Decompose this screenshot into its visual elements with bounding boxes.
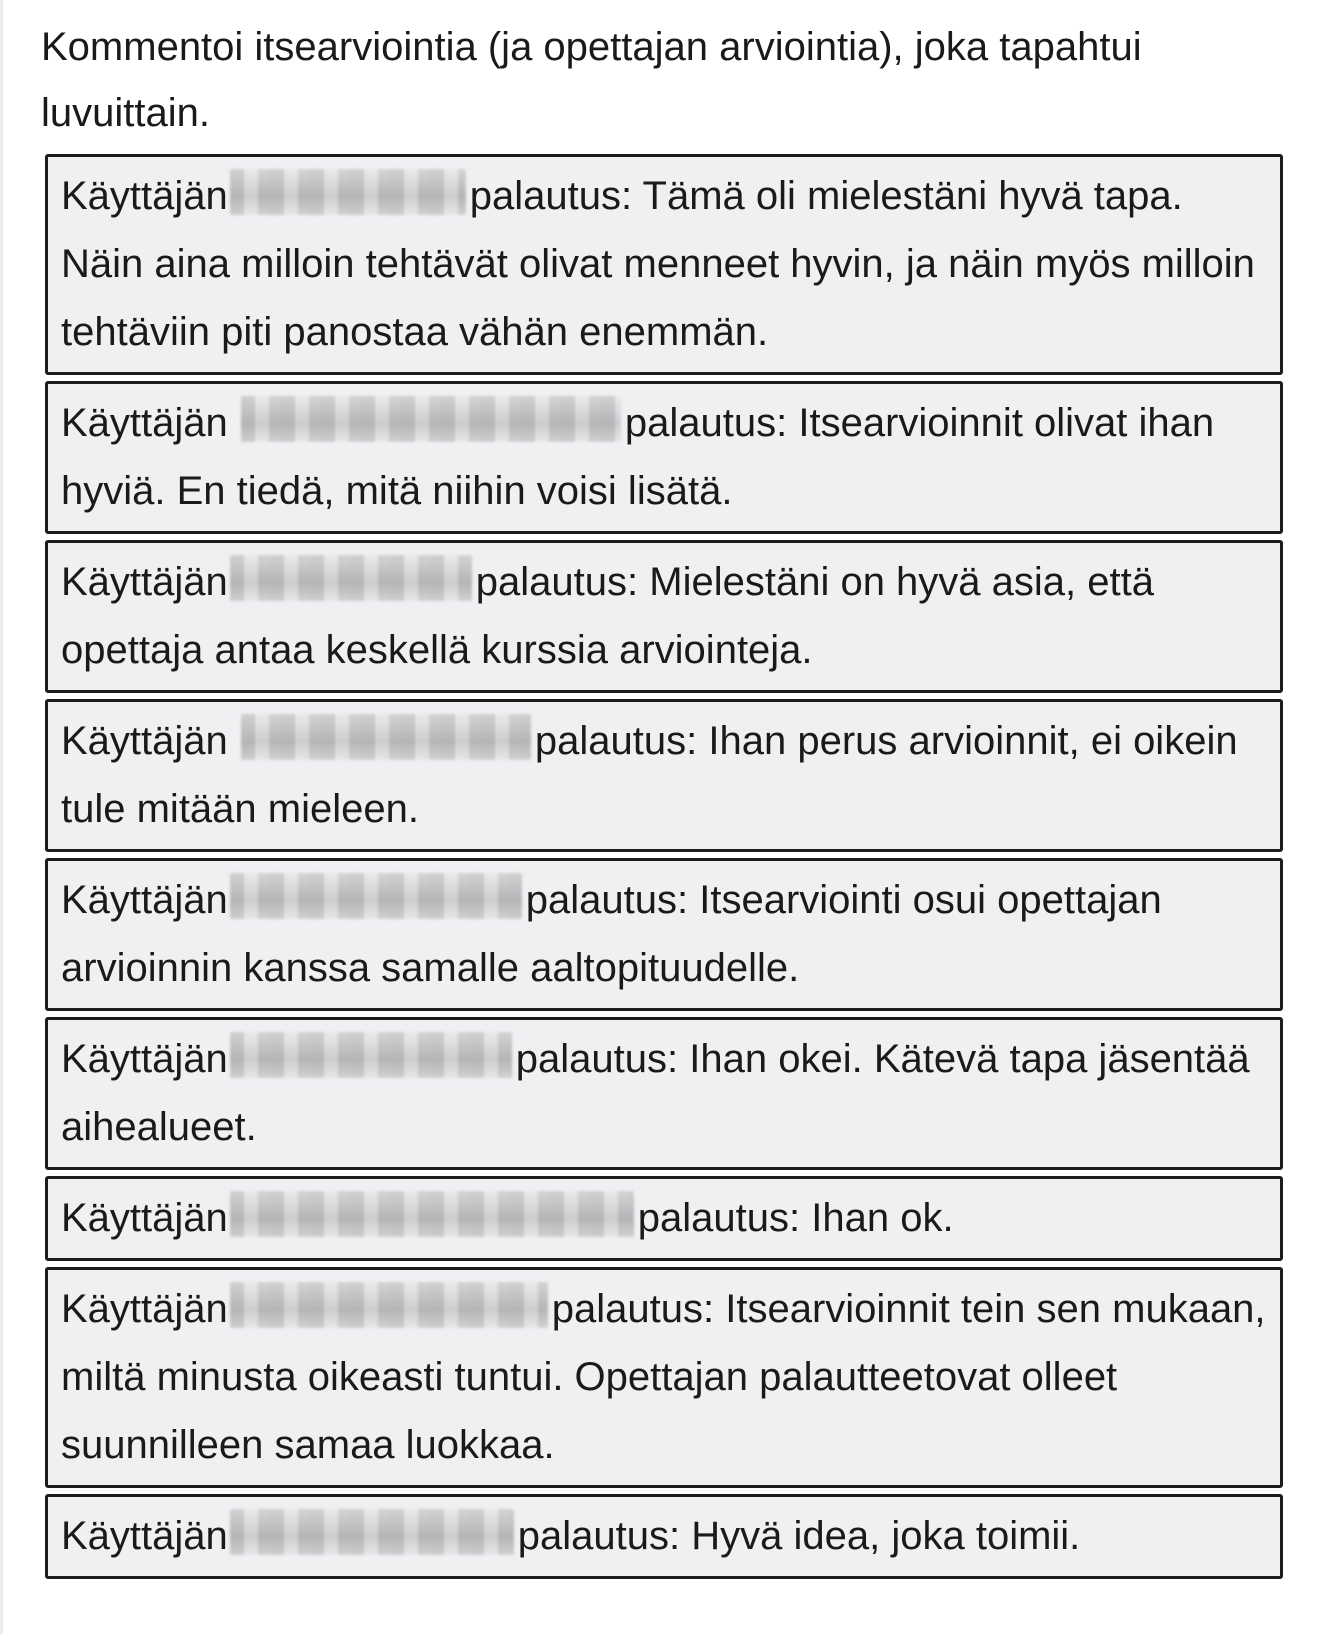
redacted-username: [230, 1509, 514, 1555]
feedback-text: Ihan okei. Kätevä tapa jäsentää aihealueet.: [61, 1037, 1250, 1149]
question-prompt: Kommentoi itsearviointia (ja opettajan arviointia), joka tapahtui luvuittain.: [41, 25, 1142, 135]
feedback-suffix: palautus:: [525, 878, 689, 922]
feedback-entry: [45, 1017, 1283, 1170]
feedback-text: Hyvä idea, joka toimii.: [691, 1514, 1081, 1558]
feedback-list: [45, 154, 1283, 1585]
redacted-username: [230, 1032, 512, 1078]
redacted-username: [230, 873, 522, 919]
feedback-entry: [45, 1494, 1283, 1579]
feedback-entry: [45, 154, 1283, 375]
feedback-prefix: Käyttäjän: [61, 719, 228, 763]
feedback-prefix: Käyttäjän: [61, 1287, 228, 1331]
feedback-text: Mielestäni on hyvä asia, että opettaja antaa keskellä kurssia arviointeja.: [61, 560, 1154, 672]
feedback-suffix: palautus:: [624, 401, 788, 445]
redacted-username: [230, 555, 472, 601]
feedback-text: Ihan ok.: [811, 1196, 954, 1240]
feedback-prefix: Käyttäjän: [61, 1514, 228, 1558]
feedback-prefix: Käyttäjän: [61, 1037, 228, 1081]
redacted-username: [230, 1191, 634, 1237]
feedback-entry: [45, 540, 1283, 693]
feedback-suffix: palautus:: [517, 1514, 681, 1558]
redacted-username: [241, 396, 621, 442]
feedback-suffix: palautus:: [637, 1196, 801, 1240]
redacted-username: [230, 169, 466, 215]
feedback-prefix: Käyttäjän: [61, 560, 228, 604]
feedback-text: Itsearvioinnit olivat ihan hyviä. En tiedä, mitä niihin voisi lisätä.: [61, 401, 1215, 513]
feedback-entry: [45, 1267, 1283, 1488]
feedback-entry: [45, 699, 1283, 852]
feedback-entry: [45, 1176, 1283, 1261]
feedback-prefix: Käyttäjän: [61, 878, 228, 922]
feedback-suffix: palautus:: [515, 1037, 679, 1081]
feedback-text: Tämä oli mielestäni hyvä tapa. Näin aina milloin tehtävät olivat menneet hyvin, ja näin myös milloin tehtäviin piti panostaa vähän enemmän.: [61, 174, 1255, 354]
feedback-entry: [45, 381, 1283, 534]
redacted-username: [241, 714, 531, 760]
feedback-text: Itsearvioinnit tein sen mukaan, miltä minusta oikeasti tuntui. Opettajan palautteetovat olleet suunnilleen samaa luokkaa.: [61, 1287, 1266, 1467]
feedback-prefix: Käyttäjän: [61, 1196, 228, 1240]
feedback-text: Itsearviointi osui opettajan arvioinnin kanssa samalle aaltopituudelle.: [61, 878, 1162, 990]
feedback-suffix: palautus:: [534, 719, 698, 763]
feedback-prefix: Käyttäjän: [61, 401, 228, 445]
feedback-suffix: palautus:: [469, 174, 633, 218]
feedback-suffix: palautus:: [551, 1287, 715, 1331]
redacted-username: [230, 1282, 548, 1328]
feedback-entry: [45, 858, 1283, 1011]
feedback-prefix: Käyttäjän: [61, 174, 228, 218]
feedback-text: Ihan perus arvioinnit, ei oikein tule mitään mieleen.: [61, 719, 1238, 831]
feedback-suffix: palautus:: [475, 560, 639, 604]
